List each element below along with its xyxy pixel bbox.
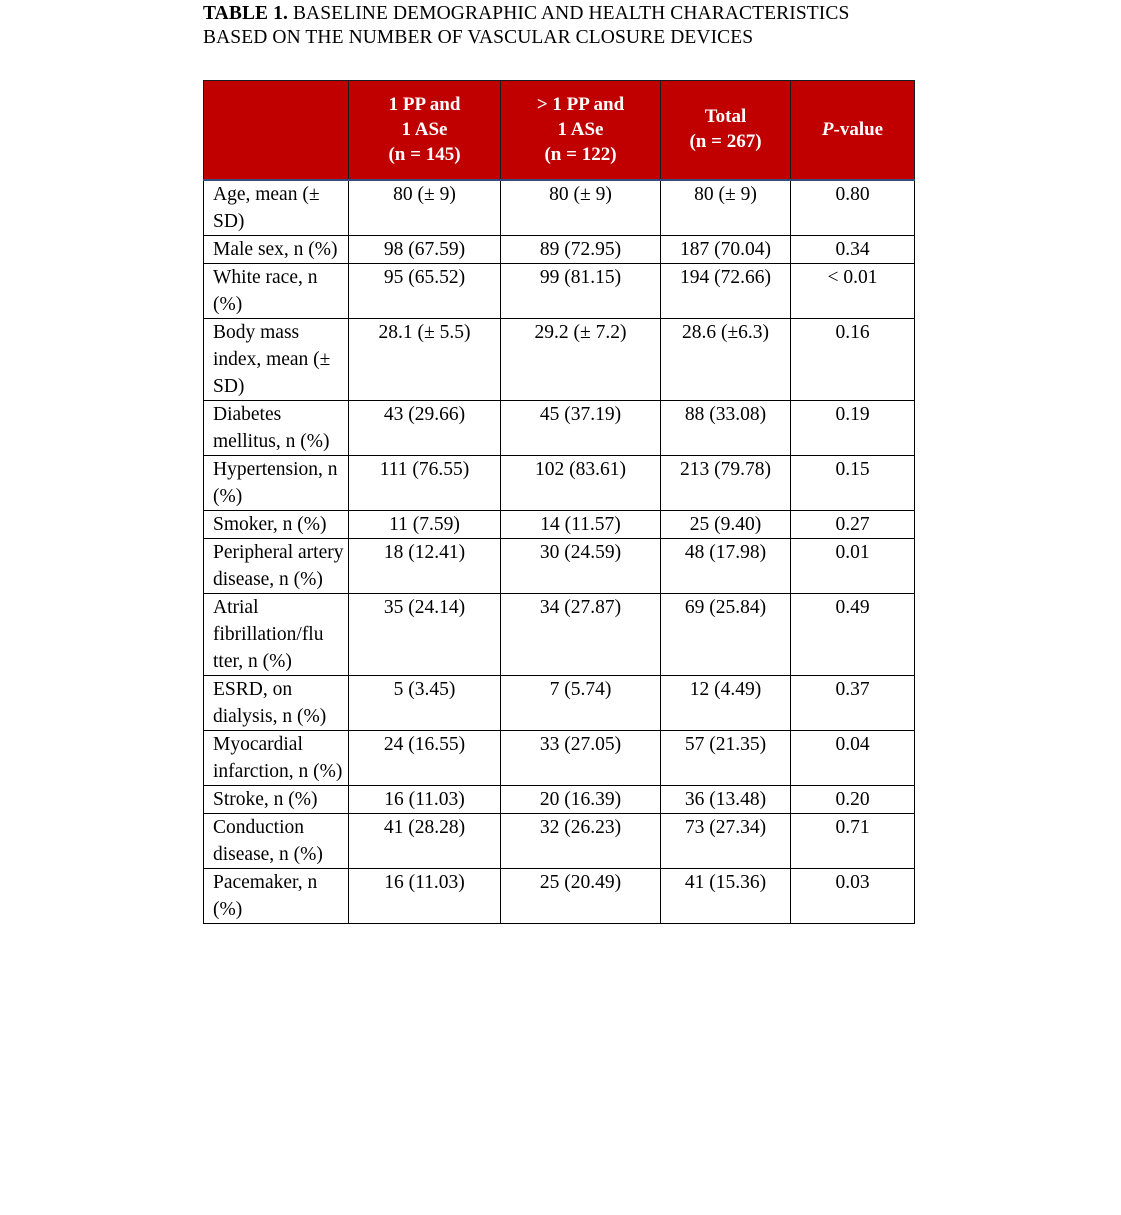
table-header	[204, 81, 915, 181]
column-header-line2: 1 ASe	[401, 118, 448, 140]
row-label: Male sex, n (%)	[204, 236, 349, 264]
cell-total: 28.6 (±6.3)	[661, 319, 791, 401]
cell-gt-one-pp-one-ase: 7 (5.74)	[501, 676, 661, 731]
cell-p-value: 0.04	[791, 731, 915, 786]
cell-total: 213 (79.78)	[661, 456, 791, 511]
table-row	[204, 676, 915, 731]
cell-one-pp-one-ase: 80 (± 9)	[349, 180, 501, 236]
baseline-characteristics-table	[203, 80, 915, 924]
column-header-line2: 1 ASe	[557, 118, 604, 140]
cell-total: 194 (72.66)	[661, 264, 791, 319]
column-header-line3: (n = 145)	[388, 143, 461, 165]
row-label: Hypertension, n (%)	[204, 456, 349, 511]
cell-one-pp-one-ase: 41 (28.28)	[349, 814, 501, 869]
cell-gt-one-pp-one-ase: 33 (27.05)	[501, 731, 661, 786]
cell-one-pp-one-ase: 28.1 (± 5.5)	[349, 319, 501, 401]
table-row	[204, 539, 915, 594]
row-label: Peripheral artery disease, n (%)	[204, 539, 349, 594]
cell-gt-one-pp-one-ase: 30 (24.59)	[501, 539, 661, 594]
p-value-suffix: -value	[833, 118, 884, 140]
column-header-line3: (n = 122)	[544, 143, 617, 165]
cell-one-pp-one-ase: 11 (7.59)	[349, 511, 501, 539]
cell-p-value: 0.20	[791, 786, 915, 814]
row-label: White race, n (%)	[204, 264, 349, 319]
cell-gt-one-pp-one-ase: 29.2 (± 7.2)	[501, 319, 661, 401]
cell-one-pp-one-ase: 16 (11.03)	[349, 869, 501, 924]
cell-one-pp-one-ase: 111 (76.55)	[349, 456, 501, 511]
cell-total: 73 (27.34)	[661, 814, 791, 869]
row-label: Conduction disease, n (%)	[204, 814, 349, 869]
column-header-line1: Total	[704, 106, 747, 127]
table-row	[204, 401, 915, 456]
cell-gt-one-pp-one-ase: 102 (83.61)	[501, 456, 661, 511]
cell-gt-one-pp-one-ase: 14 (11.57)	[501, 511, 661, 539]
table-row	[204, 319, 915, 401]
cell-gt-one-pp-one-ase: 34 (27.87)	[501, 594, 661, 676]
cell-one-pp-one-ase: 98 (67.59)	[349, 236, 501, 264]
column-header-line1	[793, 117, 912, 142]
row-label: Stroke, n (%)	[204, 786, 349, 814]
cell-p-value: 0.49	[791, 594, 915, 676]
cell-p-value: 0.03	[791, 869, 915, 924]
table-caption	[203, 2, 863, 50]
table-row	[204, 236, 915, 264]
column-header-one-pp-one-ase	[349, 81, 501, 181]
table-container	[203, 80, 914, 924]
cell-gt-one-pp-one-ase: 25 (20.49)	[501, 869, 661, 924]
cell-p-value: 0.27	[791, 511, 915, 539]
row-label: Myocardial infarction, n (%)	[204, 731, 349, 786]
table-row	[204, 511, 915, 539]
p-symbol: P	[821, 118, 834, 140]
cell-gt-one-pp-one-ase: 45 (37.19)	[501, 401, 661, 456]
cell-one-pp-one-ase: 24 (16.55)	[349, 731, 501, 786]
table-row	[204, 180, 915, 236]
cell-total: 25 (9.40)	[661, 511, 791, 539]
cell-p-value: 0.71	[791, 814, 915, 869]
table-row	[204, 594, 915, 676]
cell-one-pp-one-ase: 16 (11.03)	[349, 786, 501, 814]
cell-gt-one-pp-one-ase: 32 (26.23)	[501, 814, 661, 869]
cell-total: 12 (4.49)	[661, 676, 791, 731]
table-row	[204, 814, 915, 869]
table-body	[204, 180, 915, 924]
cell-gt-one-pp-one-ase: 99 (81.15)	[501, 264, 661, 319]
cell-total: 36 (13.48)	[661, 786, 791, 814]
cell-p-value: 0.80	[791, 180, 915, 236]
table-caption-text: BASELINE DEMOGRAPHIC AND HEALTH CHARACTERISTICS BASED ON THE NUMBER OF VASCULAR CLOSURE DEVICES	[203, 3, 850, 48]
table-row	[204, 264, 915, 319]
row-label: Age, mean (± SD)	[204, 180, 349, 236]
cell-one-pp-one-ase: 95 (65.52)	[349, 264, 501, 319]
column-header-line1: > 1 PP and	[536, 93, 625, 115]
row-label: Pacemaker, n (%)	[204, 869, 349, 924]
column-header-line2: (n = 267)	[689, 131, 762, 152]
cell-p-value: < 0.01	[791, 264, 915, 319]
table-row	[204, 731, 915, 786]
cell-one-pp-one-ase: 43 (29.66)	[349, 401, 501, 456]
cell-p-value: 0.15	[791, 456, 915, 511]
cell-total: 88 (33.08)	[661, 401, 791, 456]
cell-gt-one-pp-one-ase: 89 (72.95)	[501, 236, 661, 264]
column-header-characteristic	[204, 81, 349, 181]
cell-p-value: 0.37	[791, 676, 915, 731]
cell-total: 69 (25.84)	[661, 594, 791, 676]
cell-total: 41 (15.36)	[661, 869, 791, 924]
row-label: ESRD, on dialysis, n (%)	[204, 676, 349, 731]
cell-gt-one-pp-one-ase: 80 (± 9)	[501, 180, 661, 236]
table-row	[204, 456, 915, 511]
table-header-row	[204, 81, 915, 181]
cell-p-value: 0.16	[791, 319, 915, 401]
cell-one-pp-one-ase: 5 (3.45)	[349, 676, 501, 731]
cell-total: 48 (17.98)	[661, 539, 791, 594]
table-row	[204, 869, 915, 924]
table-row	[204, 786, 915, 814]
cell-total: 80 (± 9)	[661, 180, 791, 236]
row-label: Smoker, n (%)	[204, 511, 349, 539]
cell-p-value: 0.19	[791, 401, 915, 456]
cell-p-value: 0.01	[791, 539, 915, 594]
cell-total: 57 (21.35)	[661, 731, 791, 786]
row-label: Body mass index, mean (± SD)	[204, 319, 349, 401]
column-header-total	[661, 81, 791, 181]
cell-p-value: 0.34	[791, 236, 915, 264]
column-header-p-value	[791, 81, 915, 181]
cell-one-pp-one-ase: 35 (24.14)	[349, 594, 501, 676]
cell-total: 187 (70.04)	[661, 236, 791, 264]
row-label: Diabetes mellitus, n (%)	[204, 401, 349, 456]
table-caption-label: TABLE 1.	[203, 3, 288, 24]
column-header-line1: 1 PP and	[388, 93, 461, 115]
row-label: Atrial fibrillation/flu tter, n (%)	[204, 594, 349, 676]
cell-one-pp-one-ase: 18 (12.41)	[349, 539, 501, 594]
cell-gt-one-pp-one-ase: 20 (16.39)	[501, 786, 661, 814]
column-header-gt-one-pp-one-ase	[501, 81, 661, 181]
